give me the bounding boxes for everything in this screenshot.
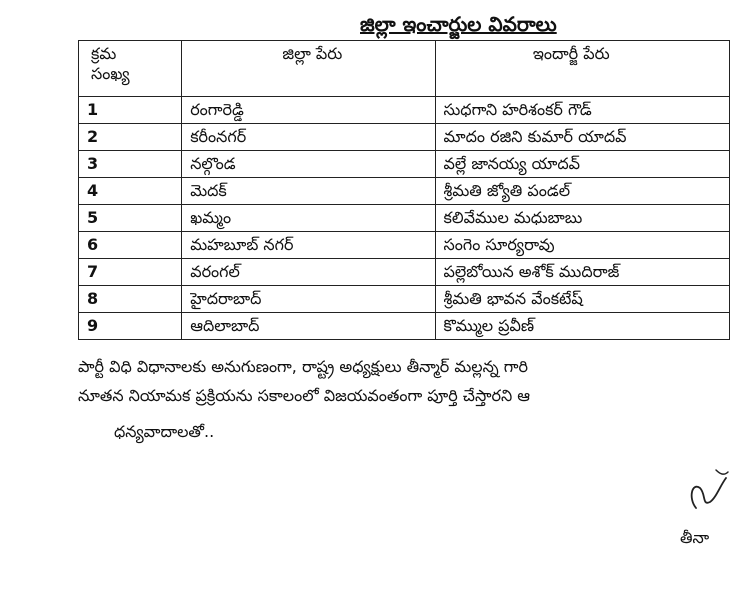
page-title: జిల్లా ఇంచార్జుల వివరాలు xyxy=(360,12,557,36)
serial-header-line1: క్రమ xyxy=(91,44,117,63)
incharge-name: శ్రీమతి భావన వేంకటేష్ xyxy=(435,286,729,313)
district-name-header: జిల్లా పేరు xyxy=(182,41,435,97)
table-row xyxy=(79,97,730,124)
serial-header-line2: సంఖ్య xyxy=(91,64,130,83)
table-row xyxy=(79,313,730,340)
table-row xyxy=(79,178,730,205)
handwritten-signature xyxy=(686,468,730,514)
incharge-name-header: ఇందార్జీ పేరు xyxy=(435,41,729,97)
table-row xyxy=(79,124,730,151)
incharge-name: కలివేముల మధుబాబు xyxy=(435,205,729,232)
row-number: 2 xyxy=(79,124,182,151)
row-number: 4 xyxy=(79,178,182,205)
table-row xyxy=(79,151,730,178)
district-name: మెదక్ xyxy=(182,178,435,205)
incharge-name: కొమ్ముల ప్రవీణ్ xyxy=(435,313,729,340)
row-number: 5 xyxy=(79,205,182,232)
incharge-name: శ్రీమతి జ్యోతి పండల్ xyxy=(435,178,729,205)
closing-text: ధన్యవాదాలతో.. xyxy=(114,422,215,441)
district-name: ఆదిలాబాద్ xyxy=(182,313,435,340)
row-number: 6 xyxy=(79,232,182,259)
district-name: కరీంనగర్ xyxy=(182,124,435,151)
row-number: 7 xyxy=(79,259,182,286)
serial-number-header xyxy=(79,41,182,97)
table-row xyxy=(79,205,730,232)
table-row xyxy=(79,259,730,286)
incharge-name: మాదం రజిని కుమార్ యాదవ్ xyxy=(435,124,729,151)
incharge-name: సంగెం సూర్యరావు xyxy=(435,232,729,259)
incharge-name: పల్లెబోయిన అశోక్ ముదిరాజ్ xyxy=(435,259,729,286)
district-name: ఖమ్మం xyxy=(182,205,435,232)
paragraph-line-1: పార్టీ విధి విధానాలకు అనుగుణంగా, రాష్ట్ర అధ్యక్షులు తీన్మార్ మల్లన్న గారి xyxy=(78,357,528,376)
table-row xyxy=(79,286,730,313)
row-number: 3 xyxy=(79,151,182,178)
incharge-name: సుధగాని హరిశంకర్ గౌడ్ xyxy=(435,97,729,124)
district-name: రంగారెడ్డి xyxy=(182,97,435,124)
district-name: హైదరాబాద్ xyxy=(182,286,435,313)
table-header-row xyxy=(79,41,730,97)
district-name: మహబూబ్ నగర్ xyxy=(182,232,435,259)
incharge-name: వల్లే జానయ్య యాదవ్ xyxy=(435,151,729,178)
district-name: వరంగల్ xyxy=(182,259,435,286)
paragraph-line-2: నూతన నియామక ప్రక్రియను సకాలంలో విజయవంతంగా పూర్తి చేస్తారని ఆ xyxy=(78,386,531,405)
row-number: 1 xyxy=(79,97,182,124)
row-number: 9 xyxy=(79,313,182,340)
table-row xyxy=(79,232,730,259)
signature-name: తీనా xyxy=(680,528,710,547)
row-number: 8 xyxy=(79,286,182,313)
district-incharge-table xyxy=(78,40,730,340)
district-name: నల్గొండ xyxy=(182,151,435,178)
